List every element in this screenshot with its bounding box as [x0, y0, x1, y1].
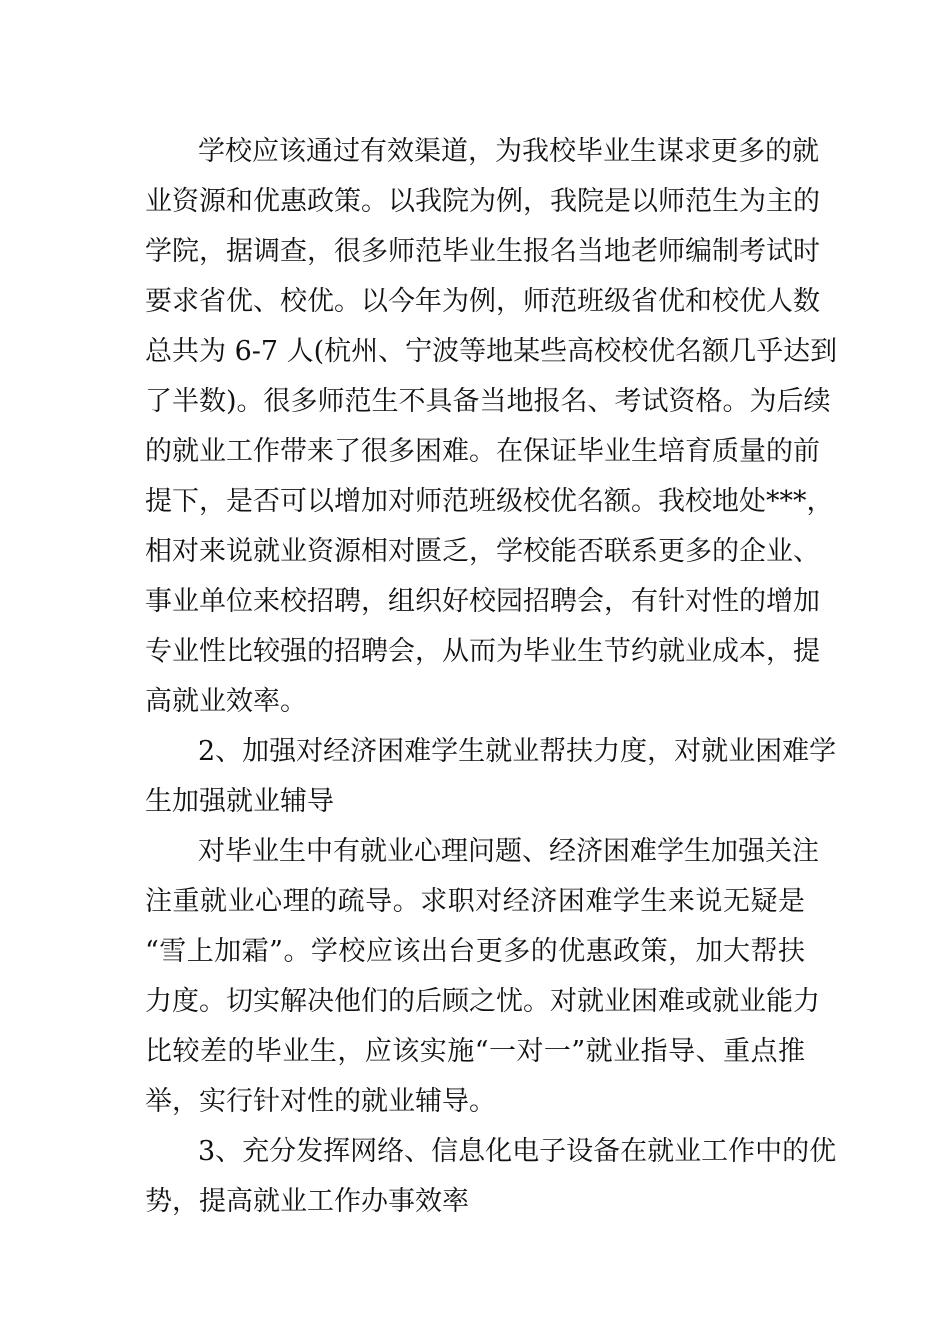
text-line: 生加强就业辅导: [145, 786, 334, 817]
text-line: 高就业效率。: [145, 686, 307, 717]
text-line: 了半数)。很多师范生不具备当地报名、考试资格。为后续: [145, 386, 831, 417]
text-line: 专业性比较强的招聘会，从而为毕业生节约就业成本，提: [145, 636, 820, 667]
text-line: “雪上加霜”。学校应该出台更多的优惠政策，加大帮扶: [145, 936, 805, 967]
text-line: 总共为 6-7 人(杭州、宁波等地某些高校校优名额几乎达到: [145, 336, 838, 367]
text-line: 的就业工作带来了很多困难。在保证毕业生培育质量的前: [145, 436, 820, 467]
text-line: 力度。切实解决他们的后顾之忧。对就业困难或就业能力: [145, 986, 820, 1017]
text-line: 学院，据调查，很多师范毕业生报名当地老师编制考试时: [145, 236, 820, 267]
text-line: 对毕业生中有就业心理问题、经济困难学生加强关注: [198, 836, 819, 867]
text-line: 提下，是否可以增加对师范班级校优名额。我校地处***，: [145, 486, 834, 517]
text-line: 要求省优、校优。以今年为例，师范班级省优和校优人数: [145, 286, 820, 317]
text-line: 学校应该通过有效渠道，为我校毕业生谋求更多的就: [198, 136, 819, 167]
text-line: 势，提高就业工作办事效率: [145, 1186, 469, 1217]
text-line: 注重就业心理的疏导。求职对经济困难学生来说无疑是: [145, 886, 805, 917]
text-line: 举，实行针对性的就业辅导。: [145, 1086, 496, 1117]
text-line: 业资源和优惠政策。以我院为例，我院是以师范生为主的: [145, 186, 820, 217]
text-line: 2、加强对经济困难学生就业帮扶力度，对就业困难学: [198, 736, 837, 767]
text-line: 事业单位来校招聘，组织好校园招聘会，有针对性的增加: [145, 586, 820, 617]
text-line: 3、充分发挥网络、信息化电子设备在就业工作中的优: [198, 1136, 837, 1167]
text-line: 比较差的毕业生，应该实施“一对一”就业指导、重点推: [145, 1036, 805, 1067]
text-line: 相对来说就业资源相对匮乏，学校能否联系更多的企业、: [145, 536, 820, 567]
